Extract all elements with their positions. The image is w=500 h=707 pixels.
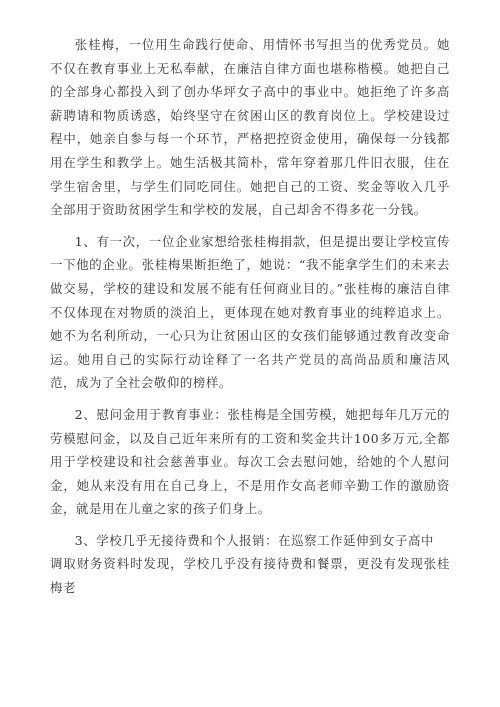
paragraph-intro: 张桂梅，一位用生命践行使命、用情怀书写担当的优秀党员。她不仅在教育事业上无私奉献，在廉洁自律方面也堪称楷模。她把自己的全部身心都投入到了创办华坪女子高中的事业中。她拒绝了许多高薪聘请和物质诱惑，始终坚守在贫困山区的教育岗位上。学校建设过程中，她亲自参与每一个环节，严格把控资金使用，确保每一分钱都用在学生和教学上。她生活极其简朴，常年穿着那几件旧衣服，住在学生宿舍里，与学生们同吃同住。她把自己的工资、奖金等收入几乎全部用于资助贫困学生和学校的发展，自己却舍不得多花一分钱。 — [50, 37, 450, 218]
paragraph-3 — [50, 529, 450, 600]
paragraph-2: 2、慰问金用于教育事业：张桂梅是全国劳模，她把每年几万元的劳模慰问金，以及自己近年来所有的工资和奖金共计100多万元,全都用于学校建设和社会慈善事业。每次工会去慰问她，给她的个人慰问金，她从来没有用在自己身上，不是用作女高老师辛勤工作的激励资金，就是用在儿童之家的孩子们身上。 — [50, 406, 450, 517]
paragraph-3-line-1: 3、学校几乎无接待费和个人报销：在巡察工作延伸到女子高中 — [74, 532, 435, 548]
paragraph-3-line-2: 调取财务资料时发现，学校几乎没有接待费和餐票，更没有发现张桂梅老 — [50, 556, 450, 596]
paragraph-1: 1、有一次，一位企业家想给张桂梅捐款，但是提出要让学校宣传一下他的企业。张桂梅果断拒绝了，她说：“我不能拿学生们的未来去做交易，学校的建设和发展不能有任何商业目的。”张桂梅的廉洁自律不仅体现在对物质的淡泊上，更体现在她对教育事业的纯粹追求上。她不为名利所动，一心只为让贫困山区的女孩们能够通过教育改变命运。她用自己的实际行动诠释了一名共产党员的高尚品质和廉洁风范，成为了全社会敬仰的榜样。 — [50, 233, 450, 391]
